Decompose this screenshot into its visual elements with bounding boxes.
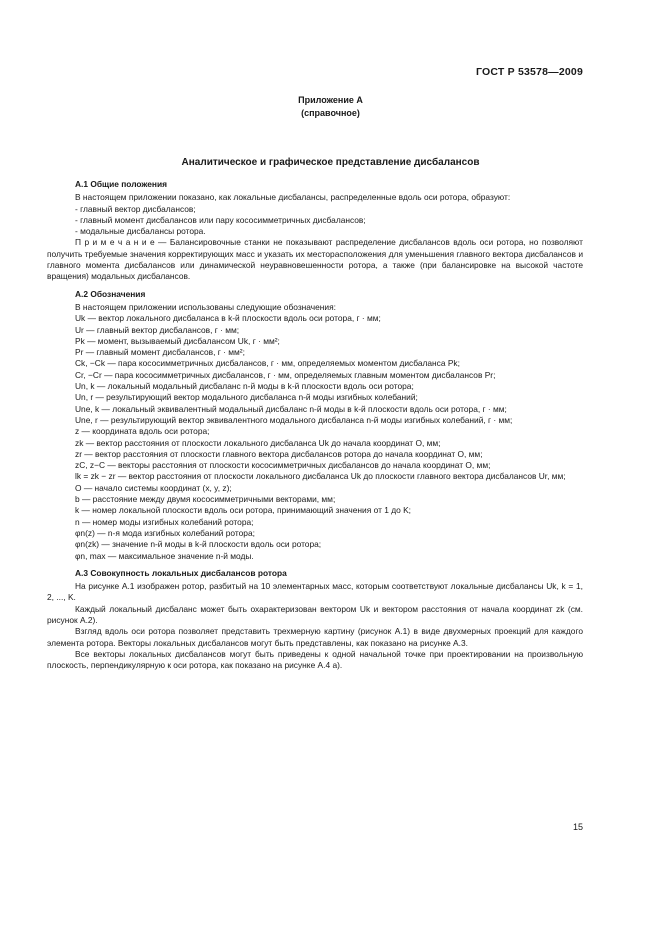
paragraph: В настоящем приложении показано, как локальные дисбалансы, распределенные вдоль оси ротора, образуют:: [75, 192, 511, 203]
symbol-definition: Pr — главный момент дисбалансов, г · мм²;: [75, 347, 245, 358]
symbol-definition: k — номер локальной плоскости вдоль оси ротора, принимающий значения от 1 до K;: [75, 505, 412, 516]
standard-number: ГОСТ Р 53578—2009: [475, 66, 583, 78]
symbol-definition: O — начало системы координат (x, y, z);: [75, 482, 232, 493]
paragraph: Все векторы локальных дисбалансов могут быть приведены к одной начальной точке при проектировании на произвольную плоскость, перпендикулярную к оси ротора, как показано на рисунке А.4 а).: [47, 648, 583, 671]
symbol-definition: z — координата вдоль оси ротора;: [75, 426, 210, 437]
appendix-subtitle: (справочное): [301, 108, 360, 118]
paragraph: На рисунке А.1 изображен ротор, разбитый на 10 элементарных масс, которым соответствуют локальные дисбалансы Uk, k = 1, 2, ..., K.: [47, 581, 583, 603]
document-body: [47, 176, 583, 671]
document-title: Аналитическое и графическое представление дисбалансов: [181, 157, 480, 168]
symbol-definition: φn(zk) — значение n-й моды в k-й плоскости вдоль оси ротора;: [75, 539, 322, 550]
list-item: - главный момент дисбалансов или пару кососимметричных дисбалансов;: [75, 214, 366, 225]
symbol-definition: Cr, −Cr — пара кососимметричных дисбалансов, г · мм, определяемых главным моментом дисбалансов Pr;: [75, 369, 496, 380]
symbol-definition: Pk — момент, вызываемый дисбалансом Uk, г · мм²;: [75, 335, 280, 346]
symbol-definition: n — номер моды изгибных колебаний ротора;: [75, 516, 254, 527]
symbol-definition: Ur — главный вектор дисбалансов, г · мм;: [75, 324, 240, 335]
symbol-definition: Une, k — локальный эквивалентный модальный дисбаланс n-й моды в k-й плоскости вдоль оси ротора, г · мм;: [75, 403, 507, 414]
symbol-definition: zk — вектор расстояния от плоскости локального дисбаланса Uk до начала координат O, мм;: [75, 437, 441, 448]
symbol-definition: lk = zk − zr — вектор расстояния от плоскости локального дисбаланса Uk до плоскости главного вектора дисбалансов Ur, мм;: [75, 471, 566, 482]
symbol-definition: Ck, −Ck — пара кососимметричных дисбалансов, г · мм, определяемых моментом дисбаланса Pk;: [75, 358, 460, 369]
note: П р и м е ч а н и е — Балансировочные станки не показывают распределение дисбалансов вдоль оси ротора, но позволяют получить требуемые значения корректирующих масс и указать их месторасположения для уменьшения главного вектора дисбалансов и главного момента дисбалансов или динамической неуравновешенности ротора, а также (при балансировке на высокой частоте вращения) модальных дисбалансов.: [47, 237, 583, 282]
paragraph: Каждый локальный дисбаланс может быть охарактеризован вектором Uk и вектором расстояния от начала координат zk (см. рисунок А.2).: [47, 603, 583, 625]
section-heading-3: А.3 Совокупность локальных дисбалансов ротора: [75, 567, 287, 578]
list-item: - главный вектор дисбалансов;: [75, 203, 196, 214]
symbol-definition: Une, r — результирующий вектор эквивалентного модального дисбаланса n-й моды изгибных колебаний, г · мм;: [75, 414, 513, 425]
section-heading-1: А.1 Общие положения: [75, 179, 168, 189]
symbol-definition: Uk — вектор локального дисбаланса в k-й плоскости вдоль оси ротора, г · мм;: [75, 313, 381, 324]
symbol-definition: b — расстояние между двумя кососимметричными векторами, мм;: [75, 494, 336, 505]
symbol-definition: Un, k — локальный модальный дисбаланс n-й моды в k-й плоскости вдоль оси ротора;: [75, 381, 414, 392]
paragraph: В настоящем приложении использованы следующие обозначения:: [75, 301, 336, 312]
paragraph: Взгляд вдоль оси ротора позволяет представить трехмерную картину (рисунок А.1) в виде двухмерных проекций для каждого элемента ротора. Векторы локальных дисбалансов могут быть представлены, как показано на рисунке А.3.: [47, 626, 583, 648]
symbol-definition: φn(z) — n-я мода изгибных колебаний ротора;: [75, 527, 255, 538]
symbol-definition: zC, z−C — векторы расстояния от плоскости кососимметричных дисбалансов до начала координат O, мм;: [75, 460, 491, 471]
symbol-definition: Un, r — результирующий вектор модального дисбаланса n-й моды изгибных колебаний;: [75, 392, 418, 403]
page-number: 15: [572, 822, 583, 832]
appendix-title: Приложение А: [298, 95, 363, 105]
section-heading-2: А.2 Обозначения: [75, 288, 146, 299]
symbol-definition: φn, max — максимальное значение n-й моды.: [75, 550, 254, 561]
symbol-definition: zr — вектор расстояния от плоскости главного вектора дисбалансов ротора до начала координат O, мм;: [75, 448, 483, 459]
list-item: - модальные дисбалансы ротора.: [75, 226, 206, 237]
